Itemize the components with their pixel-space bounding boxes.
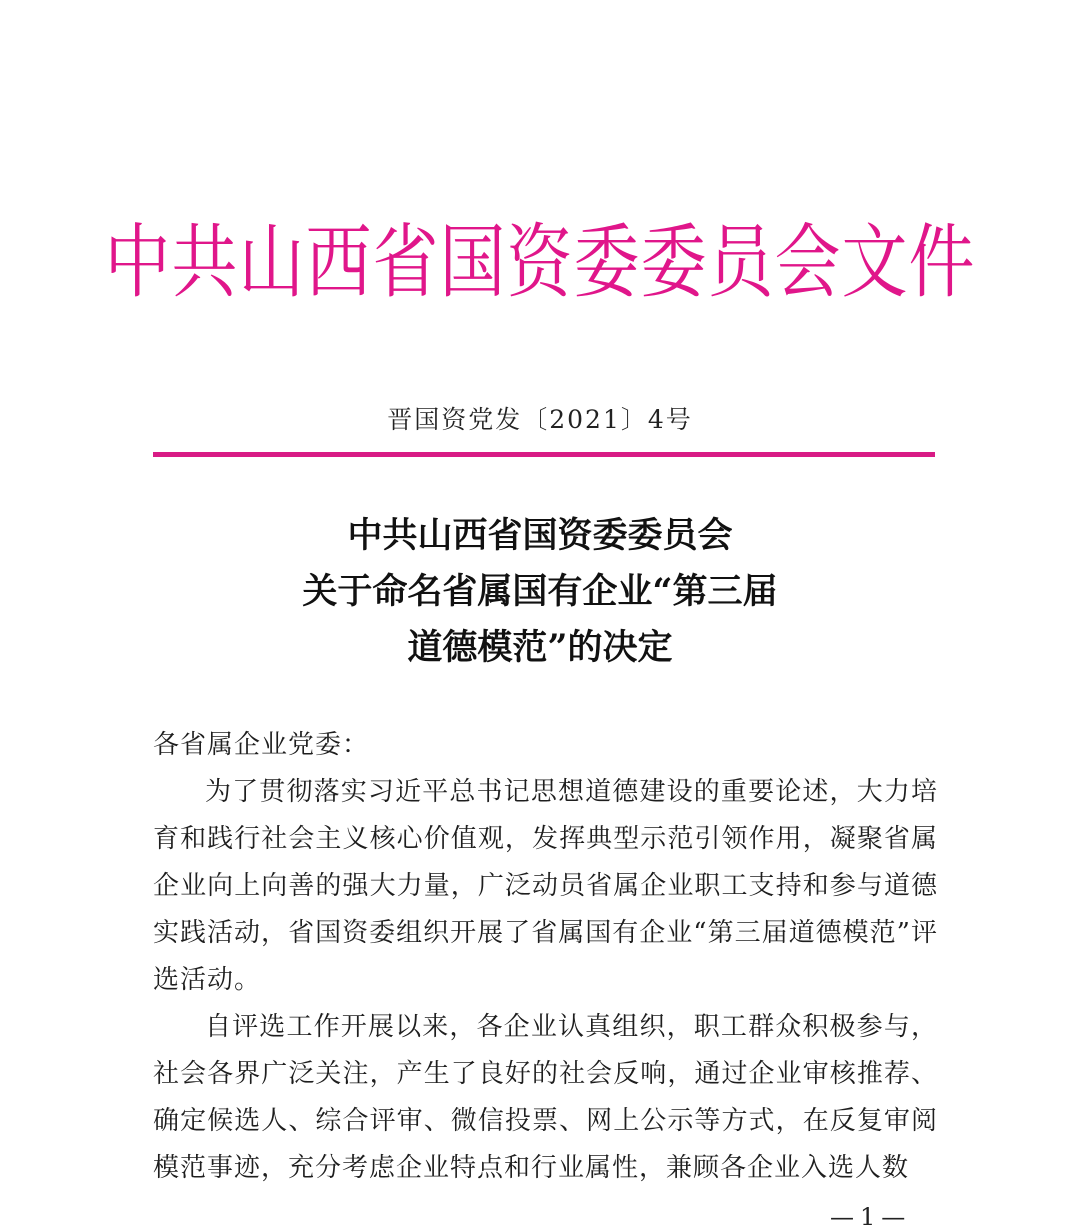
red-divider-line bbox=[153, 452, 935, 457]
title-line: 关于命名省属国有企业“第三届 bbox=[302, 571, 778, 612]
body-paragraph: 自评选工作开展以来，各企业认真组织，职工群众积极参与，社会各界广泛关注，产生了良好的社会反响，通过企业审核推荐、确定候选人、综合评审、微信投票、网上公示等方式，在反复审阅模范事迹，充分考虑企业特点和行业属性，兼顾各企业入选人数 bbox=[153, 1012, 938, 1183]
document-number: 晋国资党发〔2021〕4号 bbox=[387, 405, 693, 434]
document-title bbox=[0, 508, 1080, 676]
salutation: 各省属企业党委： bbox=[153, 730, 370, 760]
document-body bbox=[153, 722, 938, 1192]
red-header-title: 中共山西省国资委委员会文件 bbox=[104, 215, 976, 310]
body-paragraph: 为了贯彻落实习近平总书记思想道德建设的重要论述，大力培育和践行社会主义核心价值观，发挥典型示范引领作用，凝聚省属企业向上向善的强大力量，广泛动员省属企业职工支持和参与道德实践活动，省国资委组织开展了省属国有企业“第三届道德模范”评选活动。 bbox=[153, 777, 938, 995]
page-number: —1— bbox=[830, 1203, 912, 1231]
title-line: 中共山西省国资委委员会 bbox=[347, 515, 733, 556]
title-line: 道德模范”的决定 bbox=[407, 627, 673, 668]
